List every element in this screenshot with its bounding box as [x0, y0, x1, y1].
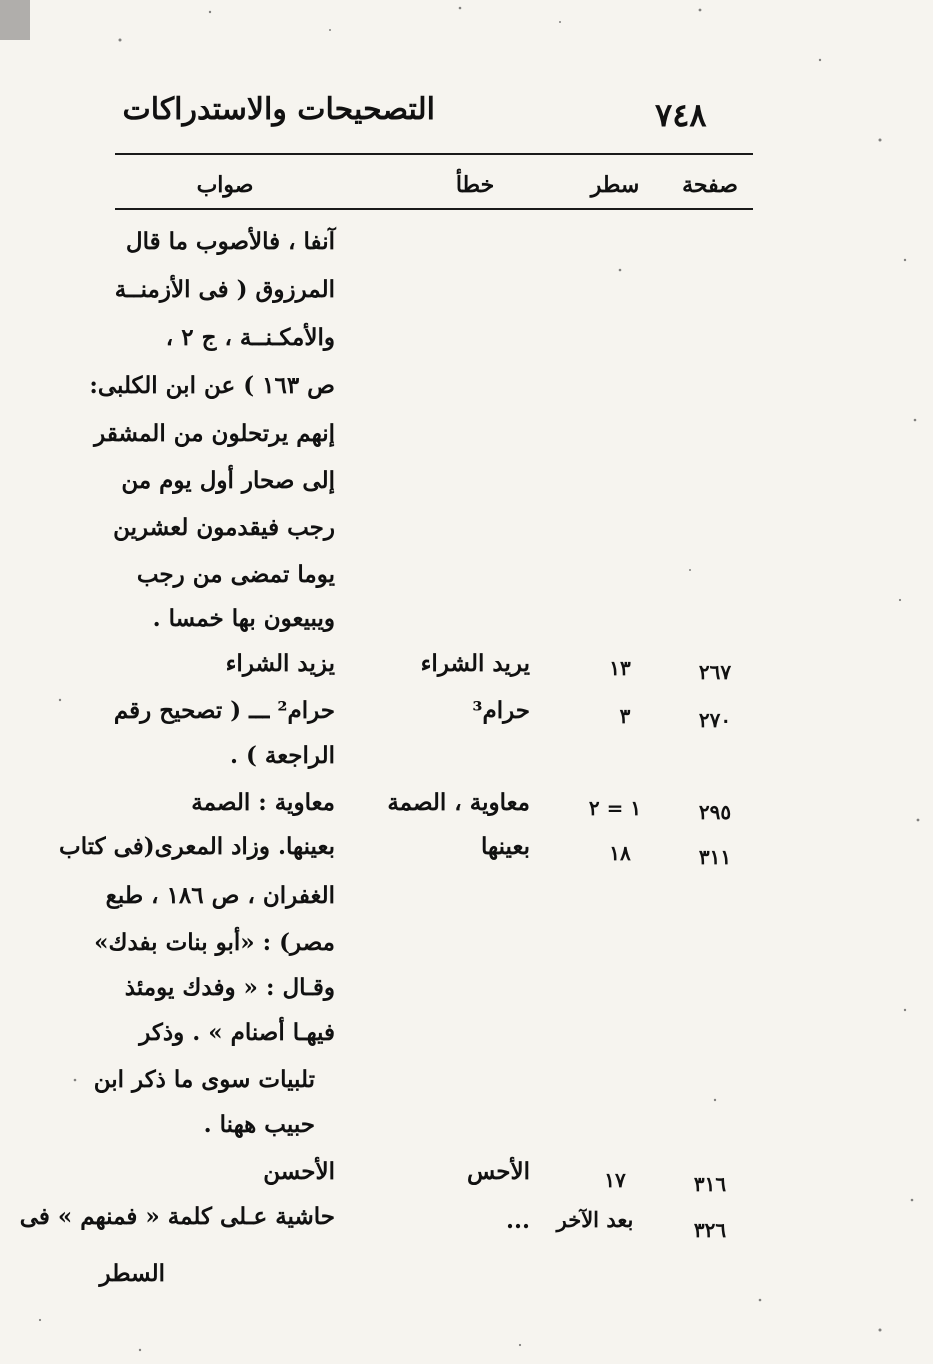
entry-page: ٢٩٥ [698, 800, 732, 824]
continuation-line: والأمكـنــة ، ج ٢ ، [165, 324, 335, 351]
entry-line: ٣ [619, 704, 631, 728]
continuation-line: ص ١٦٣ ) عن ابن الكلبى: [89, 372, 335, 399]
column-header-wrong: خطأ [455, 172, 495, 198]
header-rule-top [115, 153, 753, 155]
entry-correct: بعينها. وزاد المعرى(فى كتاب [59, 833, 335, 860]
entry-correct: تلبيات سوى ما ذكر ابن [93, 1066, 315, 1093]
entry-wrong: حرام³ [472, 697, 530, 724]
running-title: التصحيحات والاستدراكات [122, 92, 435, 127]
entry-wrong: ... [505, 1207, 530, 1234]
entry-correct: معاوية : الصمة [191, 789, 335, 816]
entry-line: ١٣ [609, 656, 631, 680]
continuation-line: آنفا ، فالأصوب ما قال [125, 228, 335, 255]
entry-line: ١٧ [604, 1168, 626, 1192]
entry-page: ٣٢٦ [693, 1218, 727, 1242]
header-rule-bottom [115, 208, 753, 210]
entry-correct: السطر [99, 1260, 165, 1287]
continuation-line: ويبيعون بها خمسا . [152, 605, 335, 632]
column-header-page: صفحة [682, 172, 738, 198]
continuation-line: إلى صحار أول يوم من [121, 467, 335, 494]
entry-correct: يزيد الشراء [225, 650, 335, 677]
entry-wrong: بعينها [481, 833, 530, 860]
continuation-line: المرزوق ( فى الأزمنــة [114, 276, 335, 303]
entry-wrong: الأحس [466, 1158, 530, 1185]
continuation-line: يوما تمضى من رجب [136, 561, 335, 588]
entry-correct: حاشية عـلى كلمة « فمنهم » فى [19, 1203, 335, 1230]
entry-page: ٣١٦ [693, 1172, 727, 1196]
column-header-line: سطر [590, 172, 640, 198]
entry-correct: فيهـا أصنام » . وذكر [139, 1019, 335, 1046]
entry-wrong: يريد الشراء [420, 650, 530, 677]
entry-line: ١٨ [609, 841, 631, 865]
entry-correct: حرام² ـــ ( تصحيح رقم [113, 697, 335, 724]
page-number: ٧٤٨ [655, 96, 707, 134]
entry-correct: الغفران ، ص ١٨٦ ، طبع [105, 882, 335, 909]
continuation-line: رجب فيقدمون لعشرين [113, 514, 335, 541]
entry-page: ٢٦٧ [698, 660, 732, 684]
entry-page: ٣١١ [698, 845, 732, 869]
entry-correct: وقـال : « وفدك يومئذ [124, 974, 335, 1001]
continuation-line: إنهم يرتحلون من المشقر [94, 420, 335, 447]
entry-line: بعد الآخر [556, 1207, 634, 1232]
entry-page: ٢٧٠ [698, 708, 732, 732]
entry-correct: حبيب ههنا . [203, 1111, 315, 1138]
entry-correct: الأحسن [263, 1158, 335, 1185]
entry-wrong: معاوية ، الصمة [387, 789, 530, 816]
entry-line: ١ = ٢ [588, 796, 642, 820]
entry-correct: الراجعة ) . [229, 742, 335, 769]
column-header-correct: صواب [196, 172, 254, 198]
entry-correct: مصر) : «أبو بنات بفدك» [94, 929, 335, 956]
